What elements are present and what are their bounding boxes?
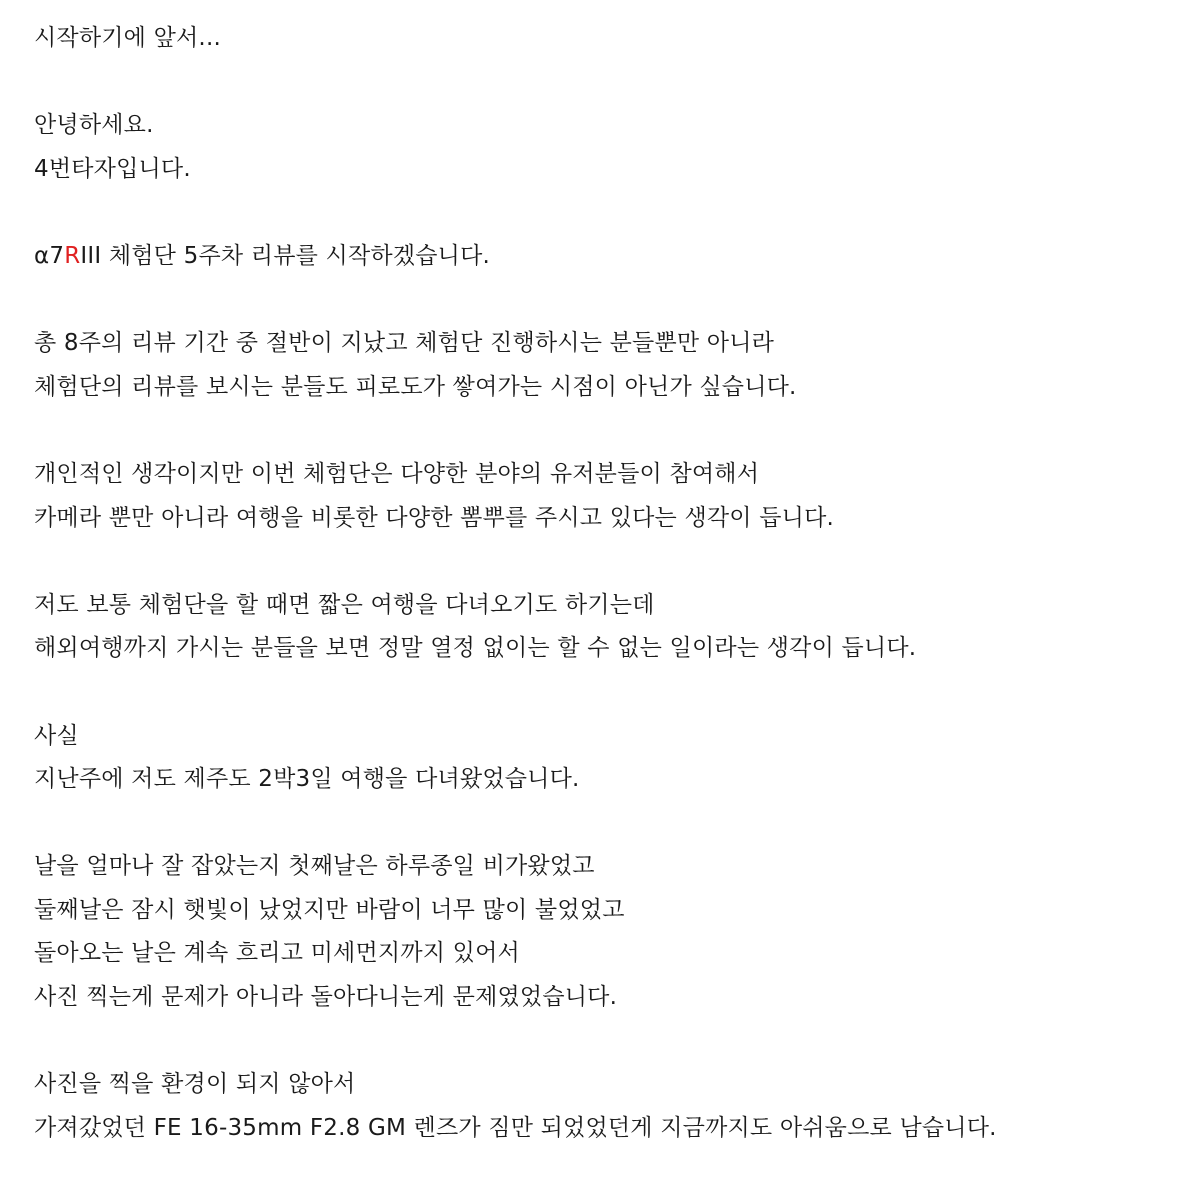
document-body — [34, 17, 1174, 1150]
review-start-line — [34, 235, 1174, 279]
paragraph-spacer — [34, 540, 1174, 584]
text-line: 돌아오는 날은 계속 흐리고 미세먼지까지 있어서 — [34, 940, 520, 967]
paragraph-spacer — [34, 409, 1174, 453]
author-line: 4번타자입니다. — [34, 155, 191, 182]
paragraph-spacer — [34, 61, 1174, 105]
text-line: 날을 얼마나 잘 잡았는지 첫째날은 하루종일 비가왔었고 — [34, 853, 595, 880]
review-start-text: III 체험단 5주차 리뷰를 시작하겠습니다. — [80, 242, 490, 269]
text-line: 사진을 찍을 환경이 되지 않아서 — [34, 1071, 356, 1098]
text-line: 사실 — [34, 722, 79, 749]
text-line: 개인적인 생각이지만 이번 체험단은 다양한 분야의 유저분들이 참여해서 — [34, 460, 760, 487]
text-line: 둘째날은 잠시 햇빛이 났었지만 바람이 너무 많이 불었었고 — [34, 896, 625, 923]
text-line: 저도 보통 체험단을 할 때면 짧은 여행을 다녀오기도 하기는데 — [34, 591, 655, 618]
intro-title: 시작하기에 앞서... — [34, 25, 221, 51]
text-line: 해외여행까지 가시는 분들을 보면 정말 열정 없이는 할 수 없는 일이라는 생각이 듭니다. — [34, 635, 917, 662]
paragraph-spacer — [34, 279, 1174, 323]
greeting-line: 안녕하세요. — [34, 112, 154, 139]
paragraph-spacer — [34, 671, 1174, 715]
camera-model-highlight: R — [64, 242, 81, 269]
text-line: 총 8주의 리뷰 기간 중 절반이 지났고 체험단 진행하시는 분들뿐만 아니라 — [34, 330, 775, 357]
text-line: 카메라 뿐만 아니라 여행을 비롯한 다양한 뽐뿌를 주시고 있다는 생각이 듭니다. — [34, 504, 834, 531]
text-line: 가져갔었던 FE 16-35mm F2.8 GM 렌즈가 짐만 되었었던게 지금까지도 아쉬움으로 남습니다. — [34, 1114, 997, 1141]
text-line: 사진 찍는게 문제가 아니라 돌아다니는게 문제였었습니다. — [34, 984, 618, 1011]
paragraph-spacer — [34, 1020, 1174, 1064]
text-line: 지난주에 저도 제주도 2박3일 여행을 다녀왔었습니다. — [34, 766, 580, 793]
camera-model-prefix: α7 — [34, 242, 65, 269]
paragraph-spacer — [34, 802, 1174, 846]
paragraph-spacer — [34, 191, 1174, 235]
text-line: 체험단의 리뷰를 보시는 분들도 피로도가 쌓여가는 시점이 아닌가 싶습니다. — [34, 373, 797, 400]
